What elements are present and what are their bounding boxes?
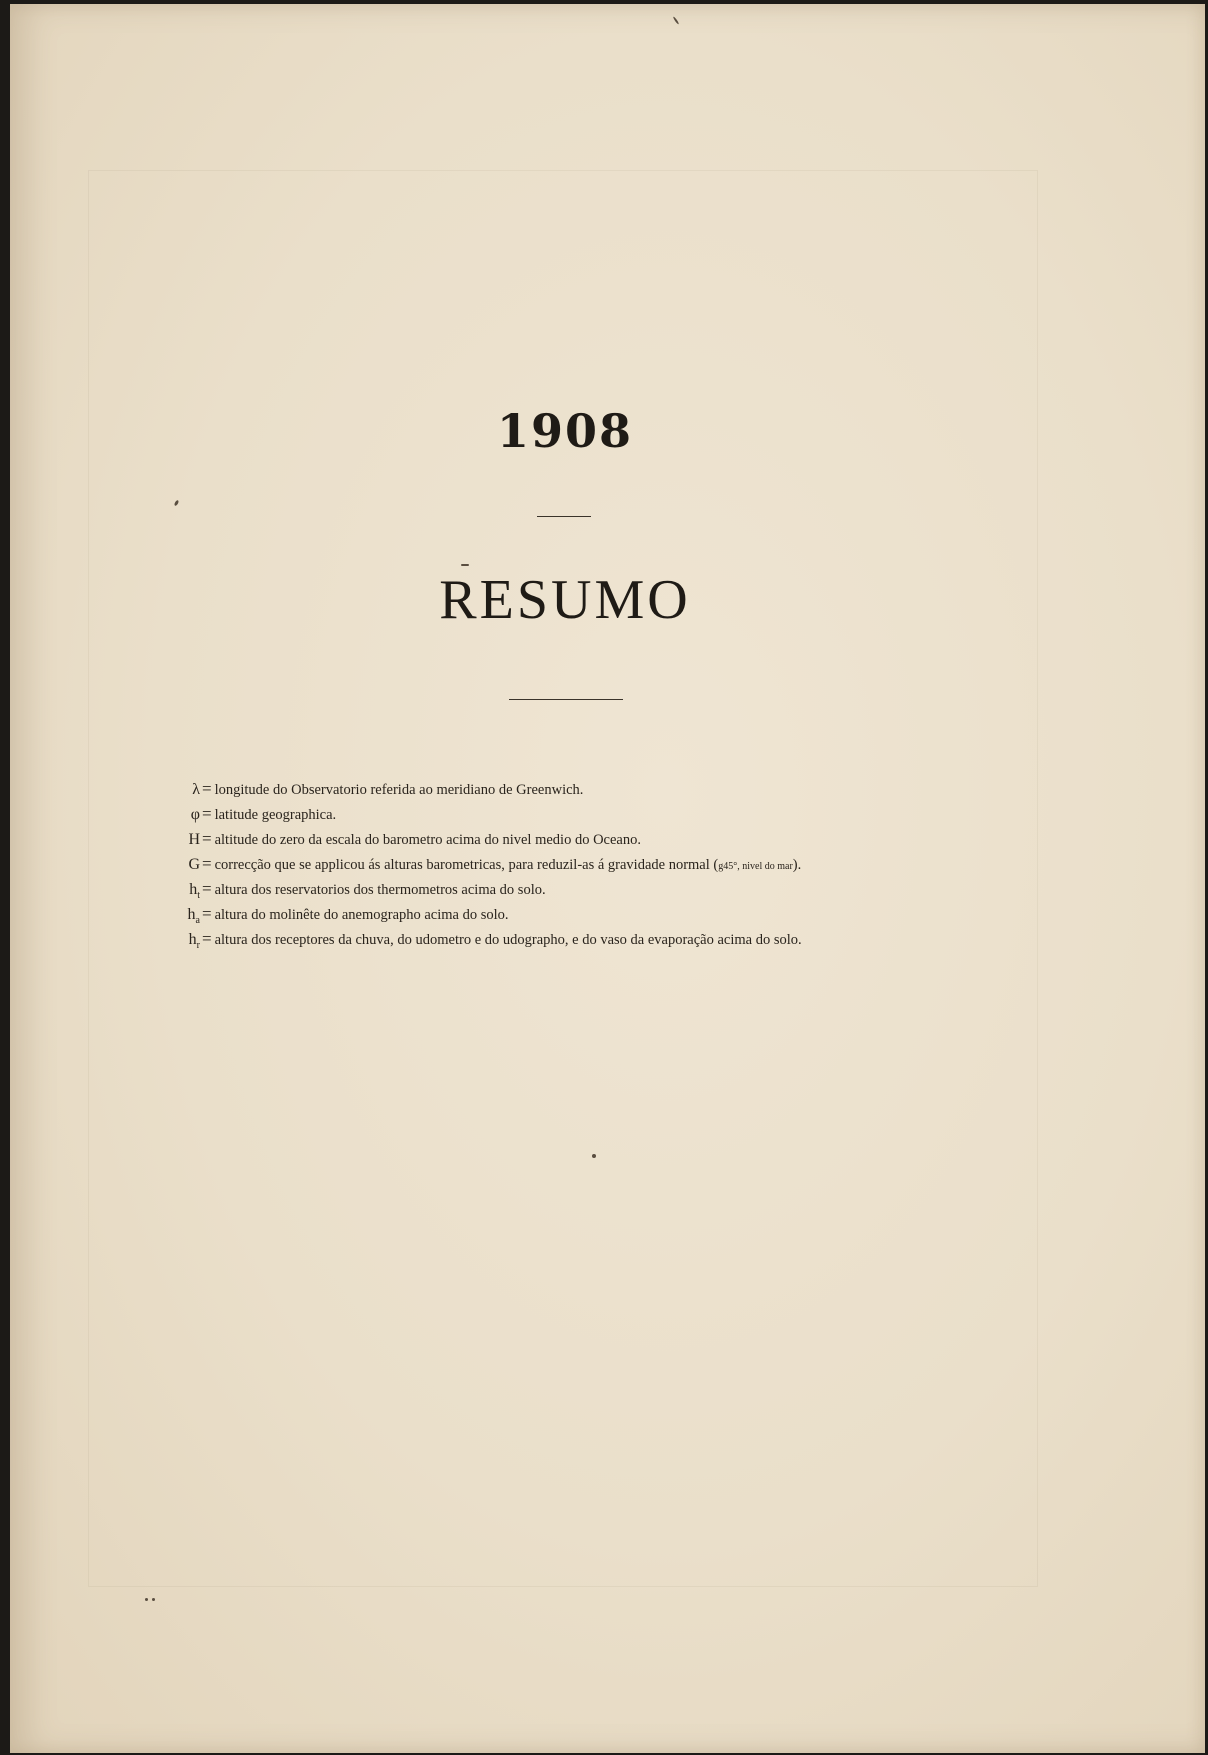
equals-sign: = [202, 879, 212, 898]
legend-definition: altura do molinête do anemographo acima do solo. [214, 907, 509, 923]
legend-row-latitude [182, 801, 942, 826]
legend-definition: latitude geographica. [214, 807, 337, 823]
legend-symbol: $h_t$ [189, 881, 200, 902]
equals-sign: = [202, 854, 212, 873]
legend-symbol: λ [192, 781, 200, 798]
legend-symbol: φ [190, 806, 200, 823]
legend-definition: correcção que se applicou ás alturas barometricas, para reduzil-as á gravidade normal (g45°, nivel do mar). [214, 857, 802, 873]
legend-definition: altitude do zero da escala do barometro acima do nivel medio do Oceano. [214, 832, 641, 848]
legend-row-anemograph-height [182, 901, 942, 926]
legend-symbol: $h_a$ [187, 906, 200, 927]
divider-long [509, 699, 623, 700]
equals-sign: = [202, 804, 212, 823]
legend-row-altitude [182, 826, 942, 851]
paper-speck [592, 1154, 596, 1158]
equals-sign: = [202, 904, 212, 923]
paper-speck [673, 16, 680, 25]
year-heading: 1908 [496, 404, 634, 458]
page-title: RESUMO [439, 569, 691, 631]
legend-symbol: $h_r$ [188, 931, 200, 952]
legend-symbol: H [188, 831, 200, 848]
document-page [10, 4, 1205, 1753]
legend-definition: altura dos receptores da chuva, do udometro e do udographo, e do vaso da evaporação acima do solo. [214, 932, 802, 948]
legend-definition: altura dos reservatorios dos thermometros acima do solo. [214, 882, 546, 898]
legend-definition: longitude do Observatorio referida ao meridiano de Greenwich. [214, 782, 584, 798]
equals-sign: = [202, 929, 212, 948]
legend-row-gravity-correction [182, 851, 942, 876]
equals-sign: = [202, 779, 212, 798]
paper-speck [461, 564, 469, 566]
paper-speck [152, 1598, 155, 1601]
legend-symbol: G [188, 856, 200, 873]
symbol-legend [182, 776, 942, 951]
legend-row-thermometer-height [182, 876, 942, 901]
legend-note: g45°, nivel do mar [718, 861, 793, 872]
legend-row-rain-receptor-height [182, 926, 942, 951]
paper-speck [145, 1598, 148, 1601]
legend-row-longitude [182, 776, 942, 801]
equals-sign: = [202, 829, 212, 848]
divider-short [537, 516, 591, 517]
